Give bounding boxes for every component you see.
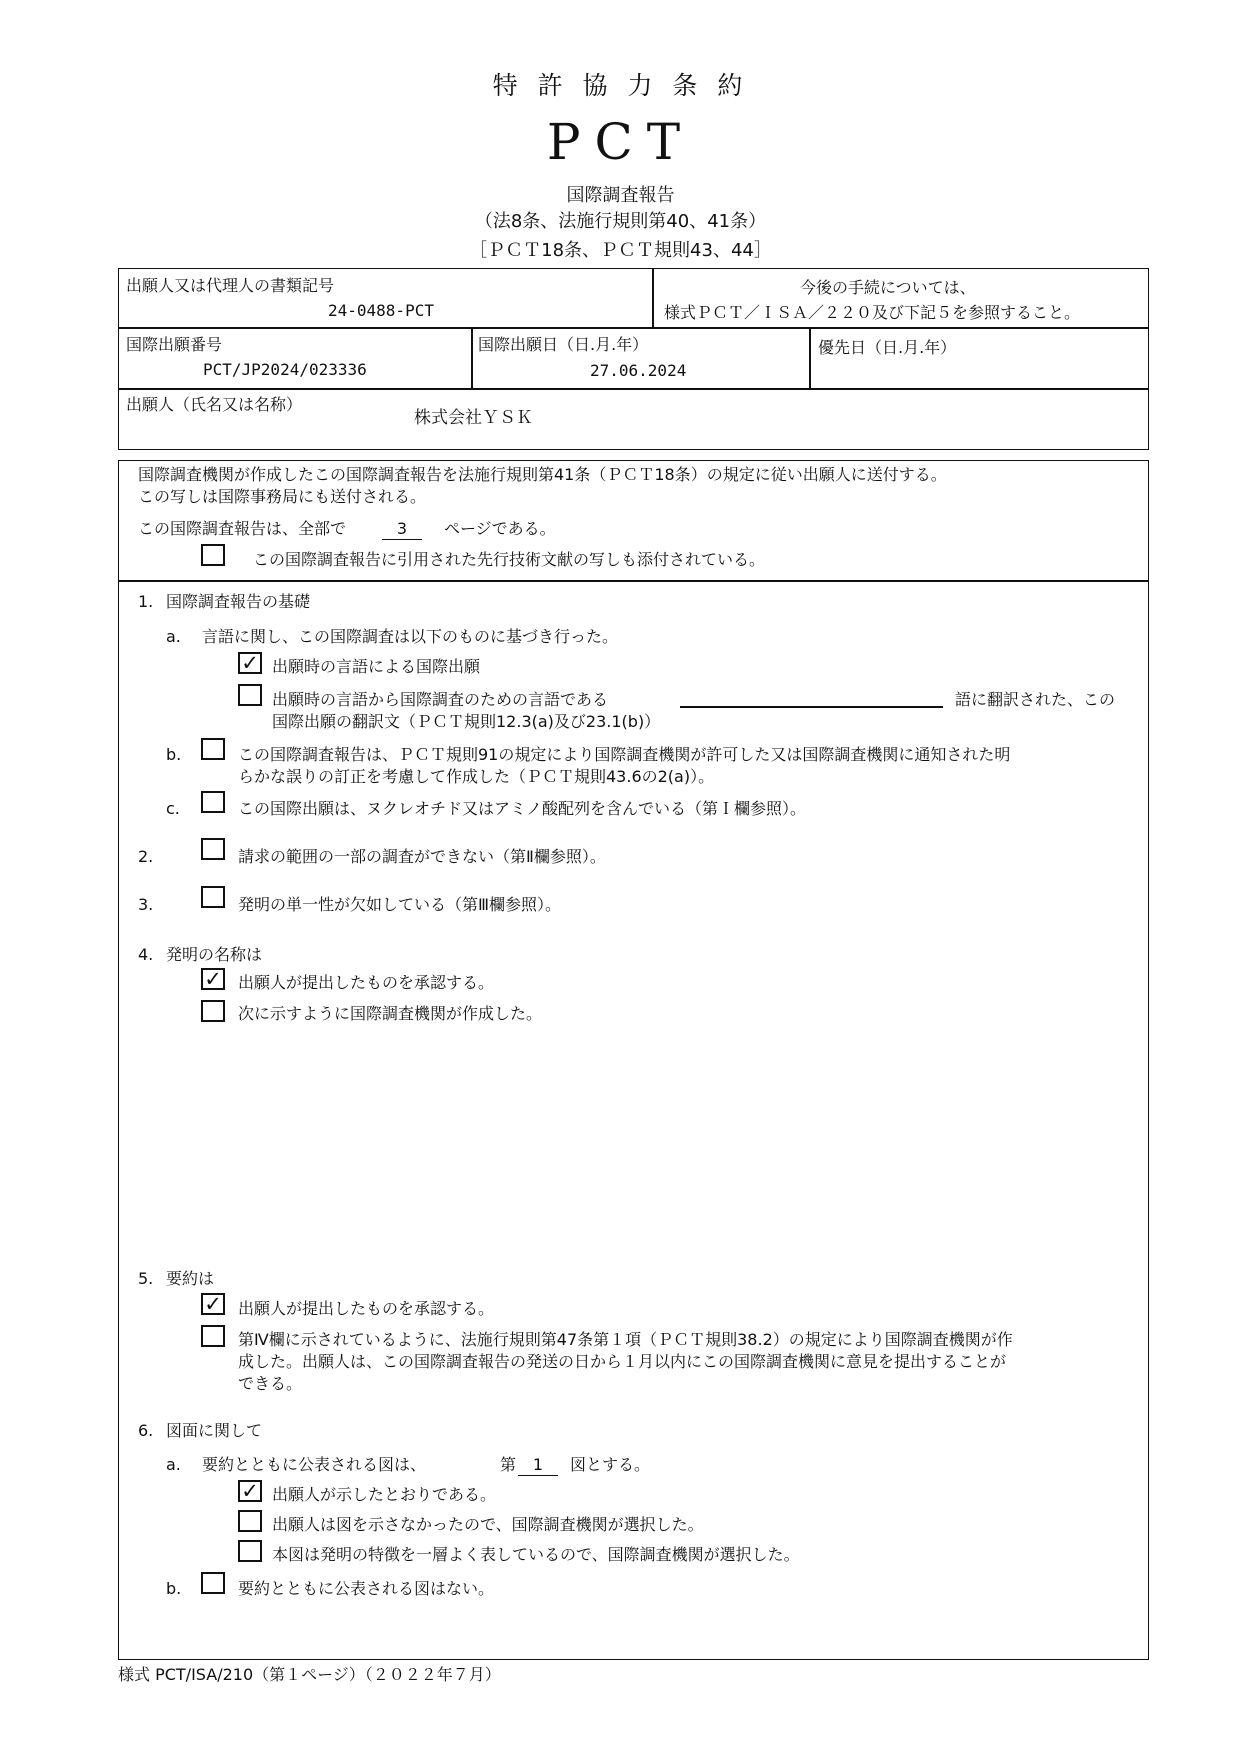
- law-reference: （法8条、法施行規則第40、41条）: [474, 211, 767, 232]
- section6a-option2-label: 出願人は図を示さなかったので、国際調査機関が選択した。: [272, 1515, 704, 1534]
- form-footer: 様式 PCT/ISA/210（第１ページ）（２０２２年７月）: [118, 1665, 501, 1684]
- section6a-option1-checkbox[interactable]: [238, 1480, 262, 1502]
- section2-text: 請求の範囲の一部の調査ができない（第Ⅱ欄参照）。: [238, 847, 606, 866]
- section5-option1-checkbox[interactable]: [201, 1293, 225, 1315]
- filing-date-value: 27.06.2024: [590, 361, 687, 380]
- section4-title: 発明の名称は: [166, 945, 263, 964]
- priority-date-label: 優先日（日.月.年）: [818, 338, 957, 357]
- applicant-value: 株式会社ＹＳＫ: [414, 408, 533, 428]
- section1b-line1: この国際調査報告は、ＰＣＴ規則91の規定により国際調査機関が許可した又は国際調査機関に通知された明: [238, 745, 1011, 764]
- pages-prefix: この国際調査報告は、全部で: [138, 519, 347, 538]
- section3-text: 発明の単一性が欠如している（第Ⅲ欄参照）。: [238, 895, 562, 914]
- section1-title: 国際調査報告の基礎: [166, 592, 311, 611]
- section1a-label: a.: [166, 627, 181, 646]
- check-mark-icon: ✓: [204, 1292, 222, 1316]
- next-steps-line2: 様式ＰＣＴ／ＩＳＡ／２２０及び下記５を参照すること。: [664, 303, 1081, 322]
- application-number-label: 国際出願番号: [126, 335, 223, 354]
- section1b-line2: らかな誤りの訂正を考慮して作成した（ＰＣＴ規則43.6の2(a)）。: [238, 767, 715, 786]
- section1b-checkbox[interactable]: [201, 738, 225, 760]
- section5-option2-line3: できる。: [238, 1374, 303, 1393]
- pages-value: 3: [382, 518, 422, 540]
- section1b-label: b.: [166, 745, 182, 764]
- pages-suffix: ページである。: [444, 519, 556, 538]
- attached-copies-checkbox[interactable]: [201, 544, 225, 566]
- figure-number: 1: [518, 1454, 558, 1476]
- section5-option2-checkbox[interactable]: [201, 1325, 225, 1347]
- section5-option1-label: 出願人が提出したものを承認する。: [238, 1299, 495, 1318]
- translation-language-blank[interactable]: [680, 706, 943, 708]
- section1a-option2-line1: 出願時の言語から国際調査のための言語である: [272, 690, 609, 709]
- filing-date-label: 国際出願日（日.月.年）: [478, 335, 649, 354]
- section4-option2-label: 次に示すように国際調査機関が作成した。: [238, 1004, 543, 1023]
- section6a-label: a.: [166, 1455, 181, 1474]
- check-mark-icon: ✓: [241, 651, 259, 675]
- section1a-option2-checkbox[interactable]: [238, 684, 262, 706]
- report-title: 国際調査報告: [566, 185, 675, 206]
- section6-number: 6.: [138, 1421, 154, 1440]
- section4-option1-checkbox[interactable]: [201, 968, 225, 990]
- next-steps-line1: 今後の手続については、: [800, 278, 976, 297]
- section1a-option1-label: 出願時の言語による国際出願: [272, 657, 481, 676]
- section6a-option3-label: 本図は発明の特徴を一層よく表しているので、国際調査機関が選択した。: [272, 1545, 800, 1564]
- section1c-label: c.: [166, 799, 180, 818]
- section6a-option1-label: 出願人が示したとおりである。: [272, 1485, 497, 1504]
- figure-suffix: 図とする。: [570, 1455, 651, 1474]
- section6a-option3-checkbox[interactable]: [238, 1540, 262, 1562]
- section3-checkbox[interactable]: [201, 886, 225, 908]
- section6b-text: 要約とともに公表される図はない。: [238, 1579, 495, 1598]
- reference-label: 出願人又は代理人の書類記号: [126, 276, 335, 295]
- intro-line2: この写しは国際事務局にも送付される。: [138, 487, 427, 506]
- section1-number: 1.: [138, 592, 154, 611]
- pct-title: PCT: [546, 113, 695, 171]
- section2-number: 2.: [138, 847, 154, 866]
- reference-value: 24-0488-PCT: [328, 301, 434, 320]
- applicant-label: 出願人（氏名又は名称）: [126, 395, 303, 414]
- figure-prefix: 第: [500, 1455, 517, 1474]
- section6b-checkbox[interactable]: [201, 1572, 225, 1594]
- section6a-text: 要約とともに公表される図は、: [202, 1455, 427, 1474]
- section1c-text: この国際出願は、ヌクレオチド又はアミノ酸配列を含んでいる（第Ｉ欄参照）。: [238, 799, 807, 818]
- section3-number: 3.: [138, 895, 154, 914]
- section4-number: 4.: [138, 945, 154, 964]
- section6b-label: b.: [166, 1579, 182, 1598]
- rule-reference: ［ＰＣＴ18条、ＰＣＴ規則43、44］: [469, 240, 772, 261]
- section1c-checkbox[interactable]: [201, 791, 225, 813]
- section1a-text: 言語に関し、この国際調査は以下のものに基づき行った。: [202, 627, 619, 646]
- section2-checkbox[interactable]: [201, 838, 225, 860]
- application-number-value: PCT/JP2024/023336: [203, 360, 367, 379]
- section5-option2-line2: 成した。出願人は、この国際調査報告の発送の日から１月以内にこの国際調査機関に意見を提出することが: [238, 1352, 1007, 1371]
- section1a-option1-checkbox[interactable]: [238, 652, 262, 674]
- section1a-option2-line2: 国際出願の翻訳文（ＰＣＴ規則12.3(a)及び23.1(b)）: [272, 712, 661, 731]
- intro-line1: 国際調査機関が作成したこの国際調査報告を法施行規則第41条（ＰＣＴ18条）の規定に従い出願人に送付する。: [138, 465, 947, 484]
- check-mark-icon: ✓: [204, 967, 222, 991]
- section5-number: 5.: [138, 1269, 154, 1288]
- treaty-title: 特 許 協 力 条 約: [492, 71, 749, 100]
- check-mark-icon: ✓: [241, 1479, 259, 1503]
- section6-title: 図面に関して: [166, 1421, 263, 1440]
- section1a-option2-line1-end: 語に翻訳された、この: [955, 690, 1116, 709]
- attached-copies-label: この国際調査報告に引用された先行技術文献の写しも添付されている。: [253, 550, 766, 569]
- section4-option2-checkbox[interactable]: [201, 1000, 225, 1022]
- section5-option2-line1: 第Ⅳ欄に示されているように、法施行規則第47条第１項（ＰＣＴ規則38.2）の規定により国際調査機関が作: [238, 1330, 1013, 1349]
- section4-option1-label: 出願人が提出したものを承認する。: [238, 973, 495, 992]
- section6a-option2-checkbox[interactable]: [238, 1510, 262, 1532]
- section5-title: 要約は: [166, 1269, 215, 1288]
